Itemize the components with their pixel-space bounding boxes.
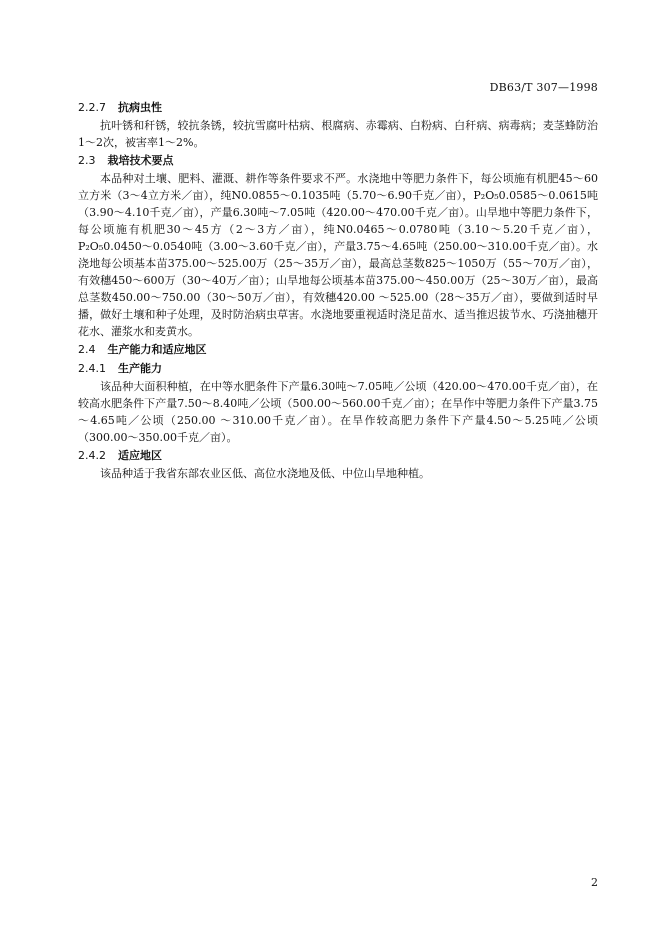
page-number: 2 (591, 876, 598, 889)
section-heading-2-2-7 (78, 98, 598, 117)
section-paragraph-cultivation: 本品种对土壤、肥料、灌溉、耕作等条件要求不严。水浇地中等肥力条件下，每公顷施有机肥45～60立方米（3～4立方米／亩），纯N0.0855～0.1035吨（5.70～6.90千克／亩），P₂O₅0.0585～0.0615吨（3.90～4.10千克／亩），产量6.30吨～7.05吨（420.00～470.00千克／亩）。山旱地中等肥力条件下，每公顷施有机肥30～45方（2～3方／亩），纯N0.0465～0.0780吨（3.10～5.20千克／亩），P₂O₅0.0450～0.0540吨（3.00～3.60千克／亩），产量3.75～4.65吨（250.00～310.00千克／亩）。水浇地每公顷基本苗375.00～525.00万（25～35万／亩），最高总茎数825～1050万（55～70万／亩），有效穗450～600万（30～40万／亩）；山旱地每公顷基本苗375.00～450.00万（25～30万／亩），最高总茎数450.00～750.00（30～50万／亩），有效穗420.00 ～525.00（28～35万／亩），要做到适时早播，做好土壤和种子处理，及时防治病虫草害。水浇地要重视适时浇足苗水、适当推迟拔节水、巧浇抽穗开花水、灌浆水和麦黄水。 (78, 172, 598, 338)
section-heading-2-4 (78, 340, 598, 359)
section-number: 2.4 (78, 343, 96, 356)
section-title: 生产能力 (118, 362, 162, 375)
section-number: 2.2.7 (78, 101, 106, 114)
section-number: 2.3 (78, 154, 96, 167)
section-heading-2-4-2 (78, 446, 598, 465)
document-body (78, 98, 598, 482)
section-heading-2-4-1 (78, 359, 598, 378)
section-title: 生产能力和适应地区 (107, 343, 207, 356)
section-paragraph-adaptation-area: 该品种适于我省东部农业区低、高位水浇地及低、中位山旱地种植。 (100, 467, 430, 480)
section-paragraph-production-capacity: 该品种大面积种植，在中等水肥条件下产量6.30吨～7.05吨／公顷（420.00～470.00千克／亩），在较高水肥条件下产量7.50～8.40吨／公顷（500.00～560.00千克／亩）；在旱作中等肥力条件下产量3.75～4.65吨／公顷（250.00 ～310.00千克／亩）。在旱作较高肥力条件下产量4.50～5.25吨／公顷（300.00～350.00千克／亩）。 (78, 380, 598, 444)
section-title: 抗病虫性 (118, 101, 162, 114)
section-title: 栽培技术要点 (107, 154, 174, 167)
section-number: 2.4.1 (78, 362, 106, 375)
section-number: 2.4.2 (78, 449, 106, 462)
document-code: DB63/T 307—1998 (489, 81, 598, 94)
section-title: 适应地区 (118, 449, 162, 462)
section-heading-2-3 (78, 151, 598, 170)
section-paragraph-disease-resistance: 抗叶锈和秆锈，较抗条锈，较抗雪腐叶枯病、根腐病、赤霉病、白粉病、白秆病、病毒病；麦茎蜂防治1～2次，被害率1～2%。 (78, 119, 598, 149)
